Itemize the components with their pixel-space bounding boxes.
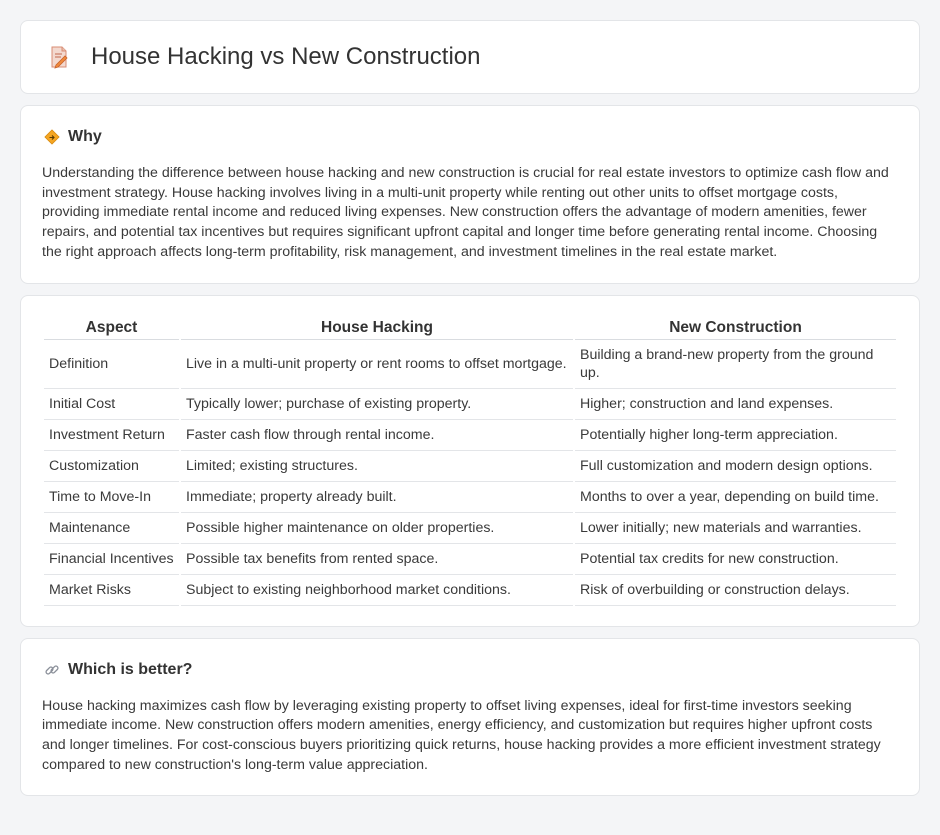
table-row xyxy=(44,420,896,451)
better-text: House hacking maximizes cash flow by leveraging existing property to offset living expenses, ideal for first-time investors seeking immediate income. New construction offers modern amenities, energy efficiency, and customization but requires higher upfront costs and longer timelines. For cost-conscious buyers prioritizing quick returns, house hacking provides a more efficient investment strategy compared to new construction's long-term value appreciation. xyxy=(42,697,881,773)
aspect-cell: Market Risks xyxy=(44,575,179,606)
table-row xyxy=(44,575,896,606)
why-title: Why xyxy=(68,128,102,145)
better-heading xyxy=(44,661,898,679)
diamond-signpost-icon xyxy=(44,129,60,145)
house-hacking-cell: Limited; existing structures. xyxy=(181,451,573,482)
why-section xyxy=(20,105,920,284)
document-pencil-icon xyxy=(47,45,71,69)
aspect-cell: Maintenance xyxy=(44,513,179,544)
house-hacking-cell: Immediate; property already built. xyxy=(181,482,573,513)
comparison-table-card xyxy=(20,295,920,627)
aspect-cell: Financial Incentives xyxy=(44,544,179,575)
house-hacking-cell: Possible higher maintenance on older properties. xyxy=(181,513,573,544)
table-row xyxy=(44,482,896,513)
header-aspect: Aspect xyxy=(44,318,179,340)
better-title: Which is better? xyxy=(68,660,193,678)
link-icon xyxy=(44,662,60,678)
table-row xyxy=(44,340,896,389)
header-card xyxy=(20,20,920,94)
header-new-construction: New Construction xyxy=(575,318,896,340)
why-text: Understanding the difference between house hacking and new construction is crucial for real estate investors to optimize cash flow and investment strategy. House hacking involves living in a multi-unit property while renting out other units to offset mortgage costs, providing immediate rental income and reduced living expenses. New construction offers the advantage of modern amenities, fewer repairs, and potential tax incentives but requires significant upfront capital and longer time before generating rental income. Choosing the right approach affects long-term profitability, risk management, and investment timelines in the real estate market. xyxy=(42,165,889,260)
new-construction-cell: Risk of overbuilding or construction delays. xyxy=(575,575,896,606)
table-row xyxy=(44,389,896,420)
house-hacking-cell: Typically lower; purchase of existing property. xyxy=(181,389,573,420)
house-hacking-cell: Subject to existing neighborhood market conditions. xyxy=(181,575,573,606)
table-row xyxy=(44,513,896,544)
comparison-table xyxy=(42,318,898,606)
which-is-better-section xyxy=(20,638,920,797)
new-construction-cell: Lower initially; new materials and warranties. xyxy=(575,513,896,544)
table-header-row xyxy=(44,318,896,340)
table-row xyxy=(44,544,896,575)
aspect-cell: Customization xyxy=(44,451,179,482)
header-house-hacking: House Hacking xyxy=(181,318,573,340)
table-row xyxy=(44,451,896,482)
house-hacking-cell: Possible tax benefits from rented space. xyxy=(181,544,573,575)
new-construction-cell: Higher; construction and land expenses. xyxy=(575,389,896,420)
new-construction-cell: Building a brand-new property from the ground up. xyxy=(575,340,896,389)
aspect-cell: Initial Cost xyxy=(44,389,179,420)
page-title: House Hacking vs New Construction xyxy=(91,43,481,70)
aspect-cell: Definition xyxy=(44,340,179,389)
new-construction-cell: Potentially higher long-term appreciation. xyxy=(575,420,896,451)
new-construction-cell: Potential tax credits for new construction. xyxy=(575,544,896,575)
new-construction-cell: Months to over a year, depending on build time. xyxy=(575,482,896,513)
aspect-cell: Investment Return xyxy=(44,420,179,451)
why-heading xyxy=(44,128,898,146)
aspect-cell: Time to Move-In xyxy=(44,482,179,513)
new-construction-cell: Full customization and modern design options. xyxy=(575,451,896,482)
house-hacking-cell: Live in a multi-unit property or rent rooms to offset mortgage. xyxy=(181,340,573,389)
house-hacking-cell: Faster cash flow through rental income. xyxy=(181,420,573,451)
